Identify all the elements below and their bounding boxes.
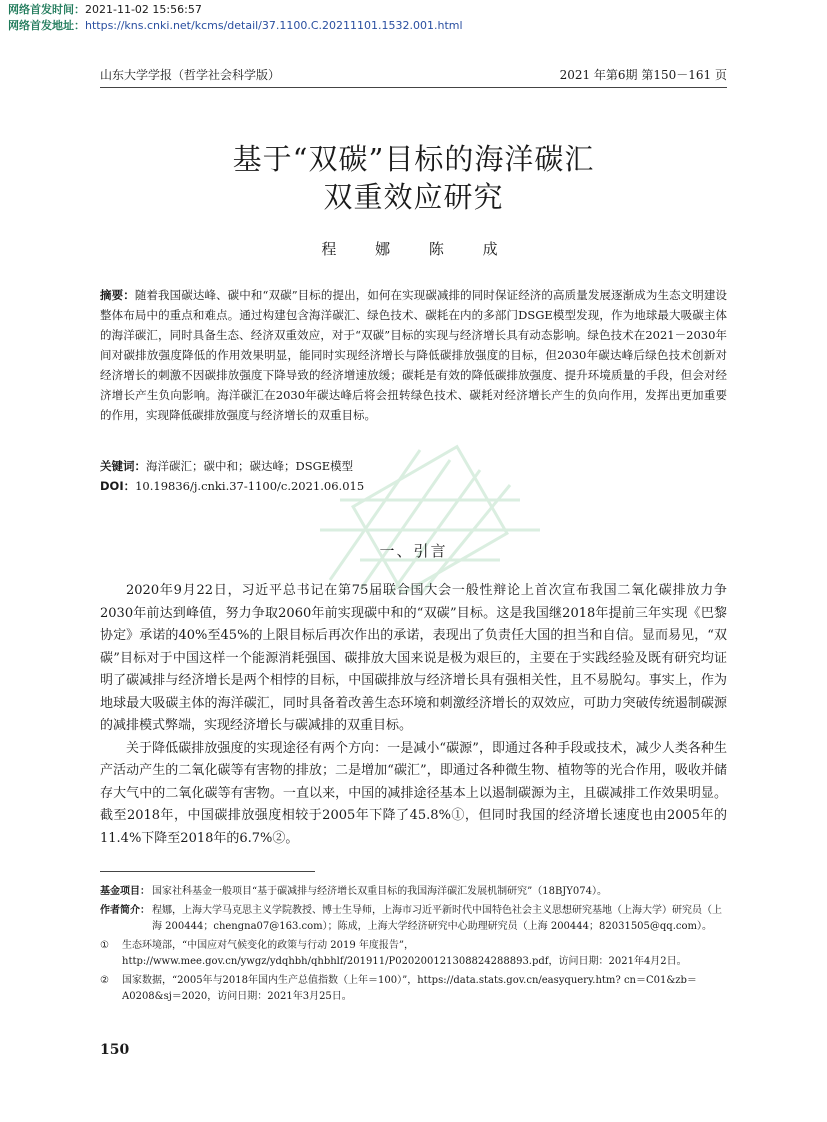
fund-label: 基金项目： [100, 886, 150, 897]
pub-url-label: 网络首发地址： [8, 19, 85, 32]
body-text [100, 580, 727, 850]
pub-url-link[interactable]: https://kns.cnki.net/kcms/detail/37.1100.C.20211101.1532.001.html [85, 19, 463, 32]
body-paragraph: 2020年9月22日，习近平总书记在第75届联合国大会一般性辩论上首次宣布我国二氧化碳排放力争2030年前达到峰值，努力争取2060年前实现碳中和的“双碳”目标。这是我国继2018年提前三年实现《巴黎协定》承诺的40%至45%的上限目标后再次作出的承诺，表现出了负责任大国的担当和自信。显而易见，“双碳”目标对于中国这样一个能源消耗强国、碳排放大国来说是极为艰巨的，主要在于实践经验及既有研究均证明了碳减排与经济增长是两个相悖的目标，中国碳排放与经济增长具有强相关性，且不易脱勾。事实上，作为地球最大吸碳主体的海洋碳汇，同时具备着改善生态环境和刺激经济增长的双效应，可助力突破传统遏制碳源的减排模式弊端，实现经济增长与碳减排的双重目标。 [100, 583, 727, 733]
author-label: 作者简介： [100, 905, 150, 916]
running-header [100, 66, 727, 83]
footnote-1-mark: ① [100, 940, 109, 951]
abstract-text: 随着我国碳达峰、碳中和“双碳”目标的提出，如何在实现碳减排的同时保证经济的高质量发展逐渐成为生态文明建设整体布局中的重点和难点。通过构建包含海洋碳汇、绿色技术、碳耗在内的多部门DSGE模型发现，作为地球最大吸碳主体的海洋碳汇，同时具备生态、经济双重效应，对于“双碳”目标的实现与经济增长具有动态影响。绿色技术在2021－2030年间对碳排放强度降低的作用效果明显，能同时实现经济增长与降低碳排放强度的目标，但2030年碳达峰后绿色技术创新对经济增长的刺激不因碳排放强度下降导致的经济增速放缓；碳耗是有效的降低碳排放强度、提升环境质量的手段，但会对经济增长产生负向影响。海洋碳汇在2030年碳达峰后将会扭转绿色技术、碳耗对经济增长产生的负向作用，发挥出更加重要的作用，实现降低碳排放强度与经济增长的双重目标。 [100, 288, 727, 422]
footnote-rule [100, 871, 315, 872]
page-number: 150 [100, 1042, 130, 1058]
pub-time-value: 2021-11-02 15:56:57 [85, 3, 202, 16]
footnotes [100, 884, 727, 1008]
keywords-text: 海洋碳汇；碳中和；碳达峰；DSGE模型 [146, 459, 354, 473]
pub-time-label: 网络首发时间： [8, 3, 85, 16]
body-paragraph: 关于降低碳排放强度的实现途径有两个方向：一是减小“碳源”，即通过各种手段或技术，减少人类各种生产活动产生的二氧化碳等有害物的排放；二是增加“碳汇”，即通过各种微生物、植物等的光合作用，吸收并储存大气中的二氧化碳等有害物。一直以来，中国的减排途径基本上以遏制碳源为主，且碳减排工作效果明显。截至2018年，中国碳排放强度相较于2005年下降了45.8%①，但同时我国的经济增长速度也由2005年的11.4%下降至2018年的6.7%②。 [100, 740, 727, 846]
doi-text[interactable]: 10.19836/j.cnki.37-1100/c.2021.06.015 [135, 479, 365, 493]
fund-text: 国家社科基金一般项目“基于碳减排与经济增长双重目标的我国海洋碳汇发展机制研究”（18BJY074）。 [152, 886, 607, 897]
footnote-1 [100, 938, 727, 970]
footnote-2-mark: ② [100, 975, 109, 986]
footnote-2-text: 国家数据，“2005年与2018年国内生产总值指数（上年＝100）”，https://data.stats.gov.cn/easyquery.htm? cn＝C01&zb＝A0208&sj＝2020，访问日期：2021年3月25日。 [122, 975, 697, 1002]
keywords-block [100, 456, 727, 496]
title-line-1: 基于“双碳”目标的海洋碳汇 [232, 142, 595, 176]
fund-note [100, 884, 727, 900]
keywords-label: 关键词： [100, 459, 146, 473]
issue-info: 2021 年第6期 第150－161 页 [559, 68, 727, 82]
abstract-label: 摘要： [100, 288, 135, 302]
paper-title [100, 140, 727, 216]
author-text: 程娜，上海大学马克思主义学院教授、博士生导师，上海市习近平新时代中国特色社会主义思想研究基地（上海大学）研究员（上海 200444；chengna07@163.com）；陈成，上海大学经济研究中心助理研究员（上海 200444；82031505@qq.com）。 [152, 905, 722, 932]
authors: 程 娜 陈 成 [321, 240, 506, 258]
section-heading: 一、引言 [379, 542, 448, 560]
abstract [100, 285, 727, 425]
footnote-1-text: 生态环境部，“中国应对气候变化的政策与行动 2019 年度报告”，http://www.mee.gov.cn/ywgz/ydqhbh/qhbhlf/201911/P020200121308824288893.pdf，访问日期：2021年4月2日。 [122, 940, 687, 967]
journal-name: 山东大学学报（哲学社会科学版） [100, 68, 281, 82]
doi-label: DOI： [100, 479, 136, 493]
footnote-2 [100, 973, 727, 1005]
author-note [100, 903, 727, 935]
header-rule [100, 87, 727, 88]
online-publication-info [8, 2, 463, 34]
title-line-2: 双重效应研究 [323, 180, 504, 214]
